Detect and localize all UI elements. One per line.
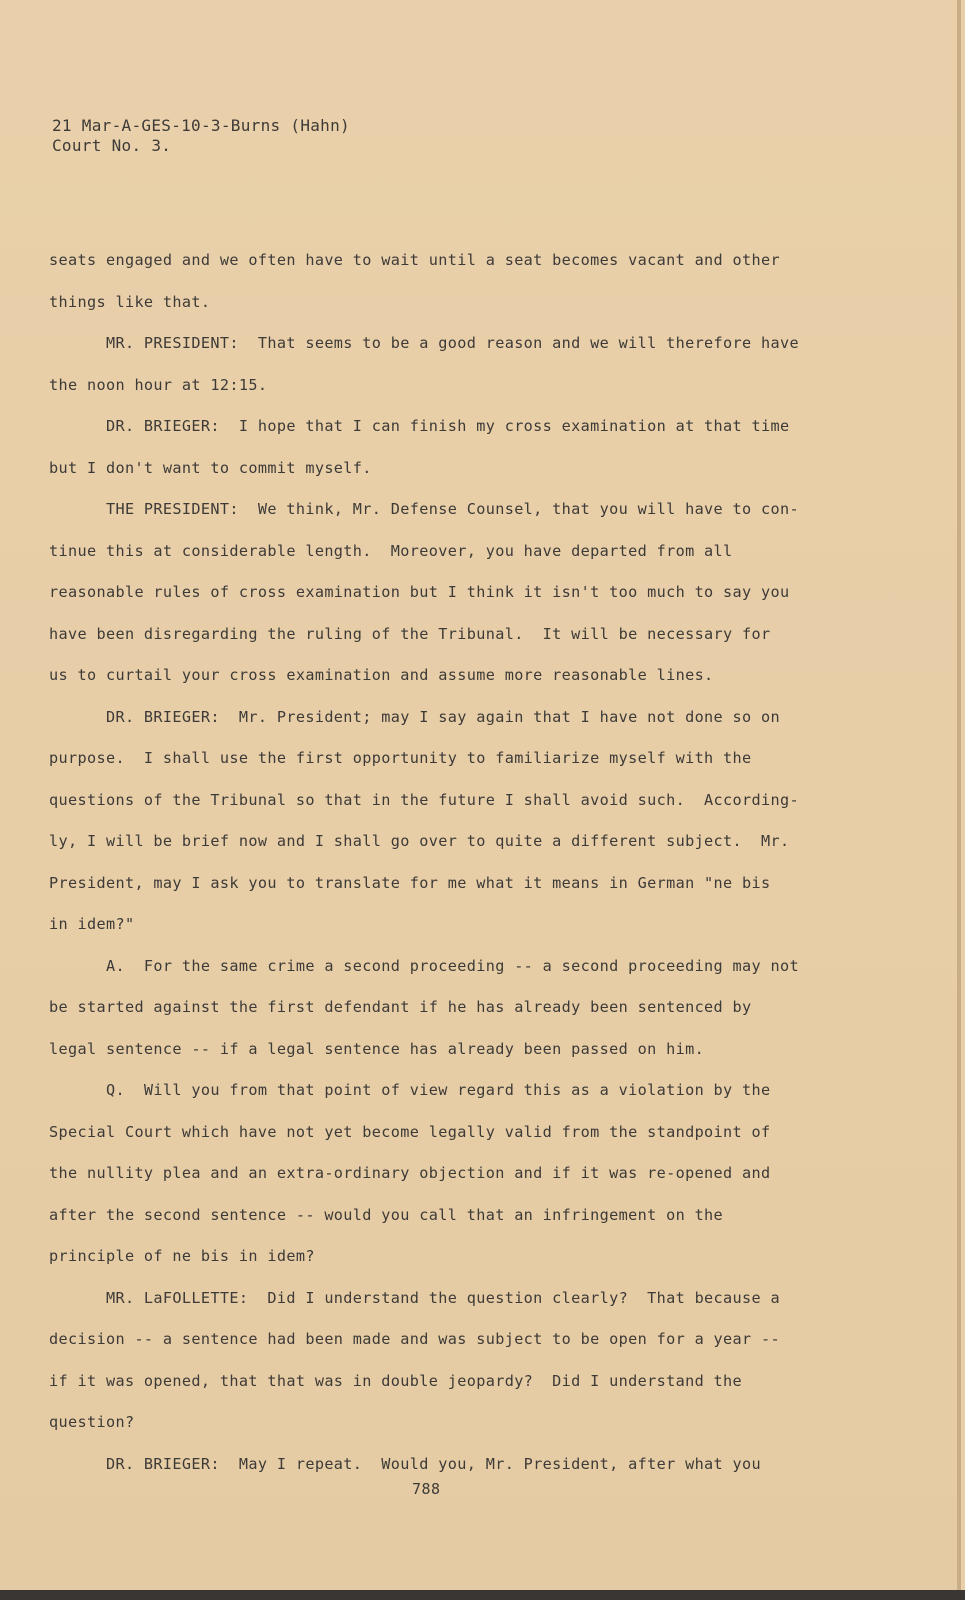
transcript-line: the noon hour at 12:15. — [49, 375, 268, 394]
header-line-2: Court No. 3. — [52, 136, 172, 155]
transcript-line: have been disregarding the ruling of the Tribunal. It will be necessary for — [49, 624, 771, 643]
transcript-line: ly, I will be brief now and I shall go over to quite a different subject. Mr. — [49, 832, 790, 850]
transcript-line: things like that. — [49, 292, 211, 311]
transcript-line: DR. BRIEGER: May I repeat. Would you, Mr. President, after what you — [49, 1454, 762, 1473]
header-line-1: 21 Mar-A-GES-10-3-Burns (Hahn) — [52, 116, 350, 135]
transcript-line: Special Court which have not yet become legally valid from the standpoint of — [49, 1122, 771, 1141]
transcript-line: be started against the first defendant if he has already been sentenced by — [49, 998, 752, 1016]
transcript-line: in idem?" — [49, 915, 135, 933]
transcript-line: DR. BRIEGER: Mr. President; may I say again that I have not done so on — [49, 707, 781, 726]
transcript-line: MR. LaFOLLETTE: Did I understand the question clearly? That because a — [49, 1288, 781, 1307]
transcript-line: tinue this at considerable length. Moreover, you have departed from all — [49, 541, 733, 560]
transcript-line: A. For the same crime a second proceeding -- a second proceeding may not — [49, 956, 799, 975]
transcript-line: us to curtail your cross examination and assume more reasonable lines. — [49, 666, 714, 684]
document-header — [52, 116, 350, 156]
transcript-line: questions of the Tribunal so that in the future I shall avoid such. According- — [49, 790, 799, 809]
transcript-line: DR. BRIEGER: I hope that I can finish my cross examination at that time — [49, 417, 790, 435]
transcript-line: question? — [49, 1413, 135, 1431]
transcript-body — [49, 240, 849, 1485]
transcript-line: seats engaged and we often have to wait until a seat becomes vacant and other — [49, 251, 781, 269]
transcript-line: the nullity plea and an extra-ordinary objection and if it was re-opened and — [49, 1164, 771, 1182]
transcript-line: after the second sentence -- would you call that an infringement on the — [49, 1205, 724, 1224]
transcript-line: THE PRESIDENT: We think, Mr. Defense Counsel, that you will have to con- — [49, 500, 799, 518]
transcript-line: Q. Will you from that point of view regard this as a violation by the — [49, 1081, 771, 1099]
transcript-line: legal sentence -- if a legal sentence has already been passed on him. — [49, 1039, 705, 1058]
transcript-line: reasonable rules of cross examination but I think it isn't too much to say you — [49, 583, 790, 601]
transcript-line: principle of ne bis in idem? — [49, 1247, 315, 1265]
scan-bottom-edge — [0, 1590, 965, 1600]
transcript-line: MR. PRESIDENT: That seems to be a good reason and we will therefore have — [49, 334, 799, 352]
transcript-line: President, may I ask you to translate for me what it means in German "ne bis — [49, 873, 771, 892]
transcript-line: purpose. I shall use the first opportunity to familiarize myself with the — [49, 749, 752, 767]
page-number: 788 — [412, 1480, 441, 1498]
transcript-line: if it was opened, that that was in double jeopardy? Did I understand the — [49, 1371, 743, 1390]
transcript-line: decision -- a sentence had been made and was subject to be open for a year -- — [49, 1330, 781, 1348]
transcript-line: but I don't want to commit myself. — [49, 458, 372, 477]
